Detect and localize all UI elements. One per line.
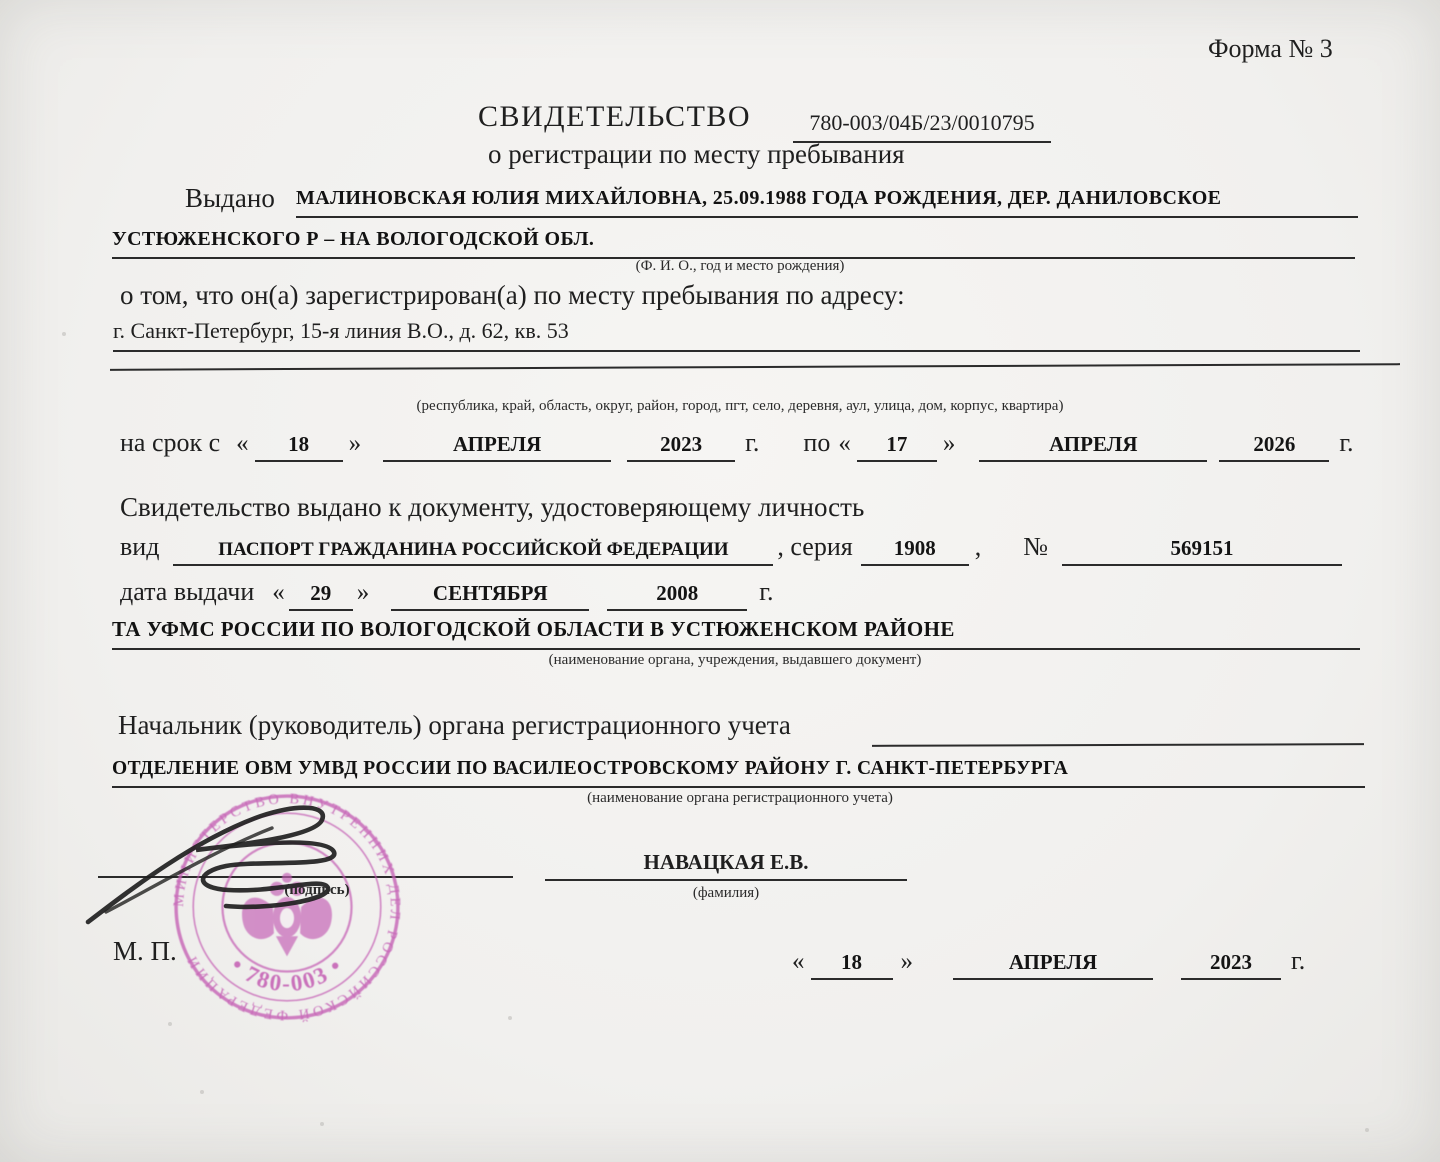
registration-authority: ОТДЕЛЕНИЕ ОВМ УМВД РОССИИ ПО ВАСИЛЕОСТРОВСКОМУ РАЙОНУ Г. САНКТ-ПЕТЕРБУРГА (112, 758, 1365, 788)
doc-type-value: ПАСПОРТ ГРАЖДАНИНА РОССИЙСКОЙ ФЕДЕРАЦИИ (173, 539, 773, 566)
address-hint: (республика, край, область, округ, район, город, пгт, село, деревня, аул, улица, дом, корпус, квартира) (416, 398, 1064, 414)
series-label: , серия (777, 532, 853, 561)
certificate-number: 780-003/04Б/23/0010795 (793, 110, 1051, 143)
signature (76, 794, 406, 944)
footer-year: 2023 (1181, 950, 1281, 980)
surname-block (545, 850, 907, 902)
doc-number-value: 569151 (1062, 536, 1342, 566)
period-row (120, 428, 1354, 462)
form-number-label: Форма № 3 (1208, 34, 1333, 63)
issue-date-label: дата выдачи (120, 577, 255, 606)
scan-speck (320, 1122, 324, 1126)
footer-date-row (792, 946, 1305, 980)
issued-label: Выдано (185, 183, 275, 213)
scan-speck (200, 1090, 204, 1094)
scan-speck (508, 1016, 512, 1020)
period-to-year: 2026 (1219, 432, 1329, 462)
identity-doc-statement: Свидетельство выдано к документу, удостоверяющему личность (120, 492, 865, 522)
address-blank-line (110, 363, 1400, 371)
year-abbr: г. (1339, 428, 1354, 457)
footer-month: АПРЕЛЯ (953, 950, 1153, 980)
stamp-code-text: • 780-003 • (225, 952, 349, 998)
period-to-label: по (803, 428, 831, 457)
registration-statement: о том, что он(а) зарегистрирован(а) по месту пребывания по адресу: (120, 280, 905, 310)
close-quote: » (900, 948, 913, 975)
period-from-day: 18 (255, 432, 343, 462)
document-subtitle: о регистрации по месту пребывания (488, 139, 905, 169)
fio-hint: (Ф. И. О., год и место рождения) (635, 258, 845, 274)
year-abbr: г. (1291, 946, 1306, 975)
signature-hint: (подпись) (284, 882, 350, 898)
issuing-authority: ТА УФМС РОССИИ ПО ВОЛОГОДСКОЙ ОБЛАСТИ В УСТЮЖЕНСКОМ РАЙОНЕ (112, 617, 1360, 650)
open-quote: « (272, 579, 285, 606)
scan-speck (62, 332, 66, 336)
registration-authority-hint: (наименование органа регистрационного учета) (587, 790, 893, 806)
year-abbr: г. (759, 577, 774, 606)
chief-blank-line (872, 743, 1364, 747)
doc-type-row (120, 532, 1342, 566)
number-sign: № (1023, 532, 1049, 561)
issue-month: СЕНТЯБРЯ (391, 581, 589, 611)
doc-type-label: вид (120, 532, 160, 561)
open-quote: « (236, 430, 249, 457)
comma: , (974, 532, 982, 561)
issue-year: 2008 (607, 581, 747, 611)
footer-day: 18 (811, 950, 893, 980)
recipient-name-line2: УСТЮЖЕНСКОГО Р – НА ВОЛОГОДСКОЙ ОБЛ. (112, 228, 1355, 259)
period-from-year: 2023 (627, 432, 735, 462)
open-quote: « (838, 430, 851, 457)
recipient-name-line1: МАЛИНОВСКАЯ ЮЛИЯ МИХАЙЛОВНА, 25.09.1988 ГОДА РОЖДЕНИЯ, ДЕР. ДАНИЛОВСКОЕ (296, 187, 1358, 218)
period-to-month: АПРЕЛЯ (979, 432, 1207, 462)
close-quote: » (348, 430, 362, 457)
period-to-day: 17 (857, 432, 937, 462)
issuing-authority-hint: (наименование органа, учреждения, выдавшего документ) (548, 652, 922, 668)
period-from-month: АПРЕЛЯ (383, 432, 611, 462)
open-quote: « (792, 948, 805, 975)
chief-label: Начальник (руководитель) органа регистрационного учета (118, 710, 791, 740)
document-title: СВИДЕТЕЛЬСТВО (478, 100, 752, 133)
year-abbr: г. (745, 428, 760, 457)
series-value: 1908 (861, 536, 969, 566)
period-label: на срок с (120, 428, 221, 457)
surname-hint: (фамилия) (692, 885, 760, 901)
seal-place-label: М. П. (113, 936, 177, 966)
issue-day: 29 (289, 581, 353, 611)
scan-speck (1365, 1128, 1369, 1132)
stamp-ring-text: МИНИСТЕРСТВО ВНУТРЕННИХ ДЕЛ РОССИЙСКОЙ ФЕДЕРАЦИИ (170, 791, 403, 1024)
surname-value: НАВАЦКАЯ Е.В. (545, 850, 907, 881)
doc-issue-date-row (120, 577, 774, 611)
close-quote: » (942, 430, 956, 457)
close-quote: » (356, 579, 370, 606)
address-value: г. Санкт-Петербург, 15-я линия В.О., д. 62, кв. 53 (113, 318, 1360, 352)
